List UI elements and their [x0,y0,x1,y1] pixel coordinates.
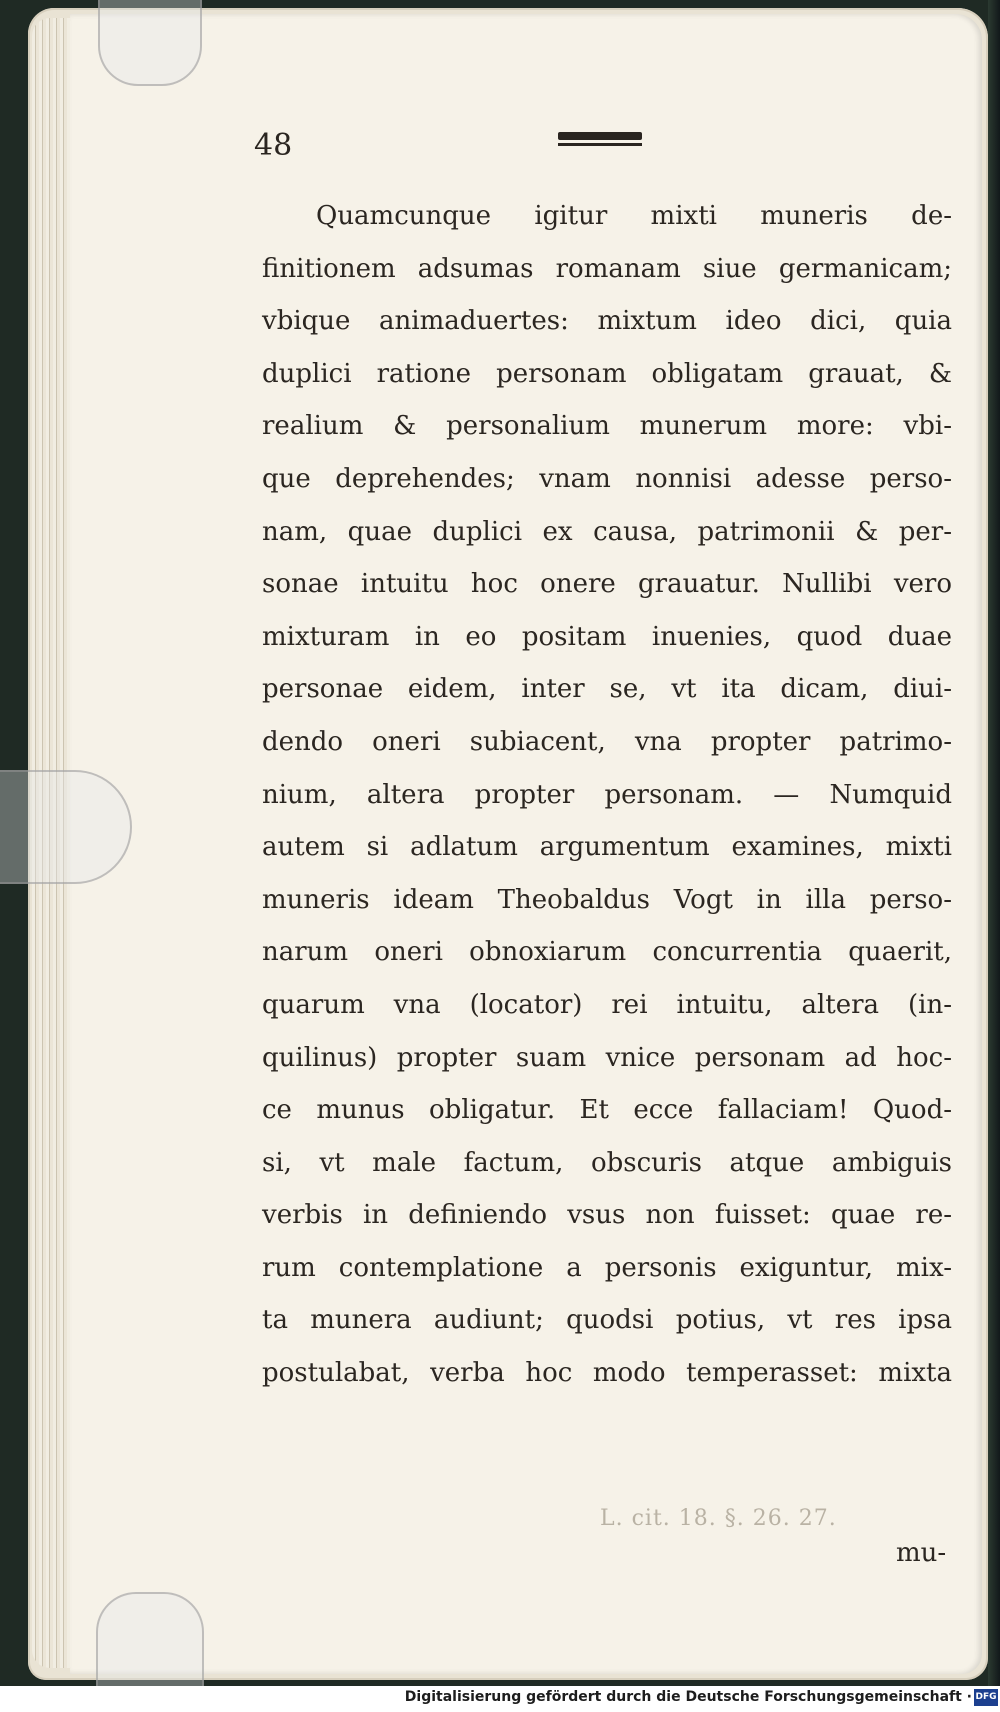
plastic-clip-bottom [96,1592,204,1686]
bleed-through-text: L. cit. 18. §. 26. 27. [600,1506,837,1531]
text-line: ce munus obligatur. Et ecce fallaciam! Quod- [262,1095,952,1126]
text-line: verbis in definiendo vsus non fuisset: quae re- [262,1200,952,1231]
text-line: narum oneri obnoxiarum concurrentia quaerit, [262,937,952,968]
text-line: postulabat, verba hoc modo temperasset: mixta [262,1358,952,1389]
text-line: quarum vna (locator) rei intuitu, altera (in- [262,989,952,1020]
text-line: personae eidem, inter se, vt ita dicam, diui- [262,674,952,705]
page-number: 48 [254,128,293,163]
text-line: Quamcunque igitur mixti muneris de- [316,201,952,231]
text-line: rum contemplatione a personis exiguntur, mix- [262,1252,952,1283]
text-line: ta munera audiunt; quodsi potius, vt res ipsa [262,1305,952,1336]
plastic-clip-left [0,770,132,884]
text-line: mixturam in eo positam inuenies, quod duae [262,621,952,652]
header-rule [558,132,642,140]
text-line: que deprehendes; vnam nonnisi adesse perso- [262,463,952,494]
text-line: duplici ratione personam obligatam grauat, & [262,358,952,389]
text-line: sonae intuitu hoc onere grauatur. Nullibi vero [262,569,952,600]
text-line: autem si adlatum argumentum examines, mixti [262,832,952,863]
catchword: mu- [896,1538,947,1568]
text-line: nium, altera propter personam. — Numquid [262,779,952,810]
text-line: si, vt male factum, obscuris atque ambiguis [262,1147,952,1178]
text-line: muneris ideam Theobaldus Vogt in illa perso- [262,884,952,915]
text-line: dendo oneri subiacent, vna propter patrimo- [262,726,952,757]
plastic-clip-top [98,0,202,86]
scanner-background [988,0,1000,1712]
text-line: quilinus) propter suam vnice personam ad hoc- [262,1042,952,1073]
footer-bar [0,1686,1000,1712]
body-text [262,190,952,1400]
text-line: nam, quae duplici ex causa, patrimonii & per- [262,516,952,547]
text-line: finitionem adsumas romanam siue germanicam; [262,253,952,284]
footer-credit: Digitalisierung gefördert durch die Deutsche Forschungsgemeinschaft · [404,1689,972,1705]
text-line: vbique animaduertes: mixtum ideo dici, quia [262,306,952,337]
text-line: realium & personalium munerum more: vbi- [262,411,952,442]
dfg-logo: DFG [974,1689,998,1706]
